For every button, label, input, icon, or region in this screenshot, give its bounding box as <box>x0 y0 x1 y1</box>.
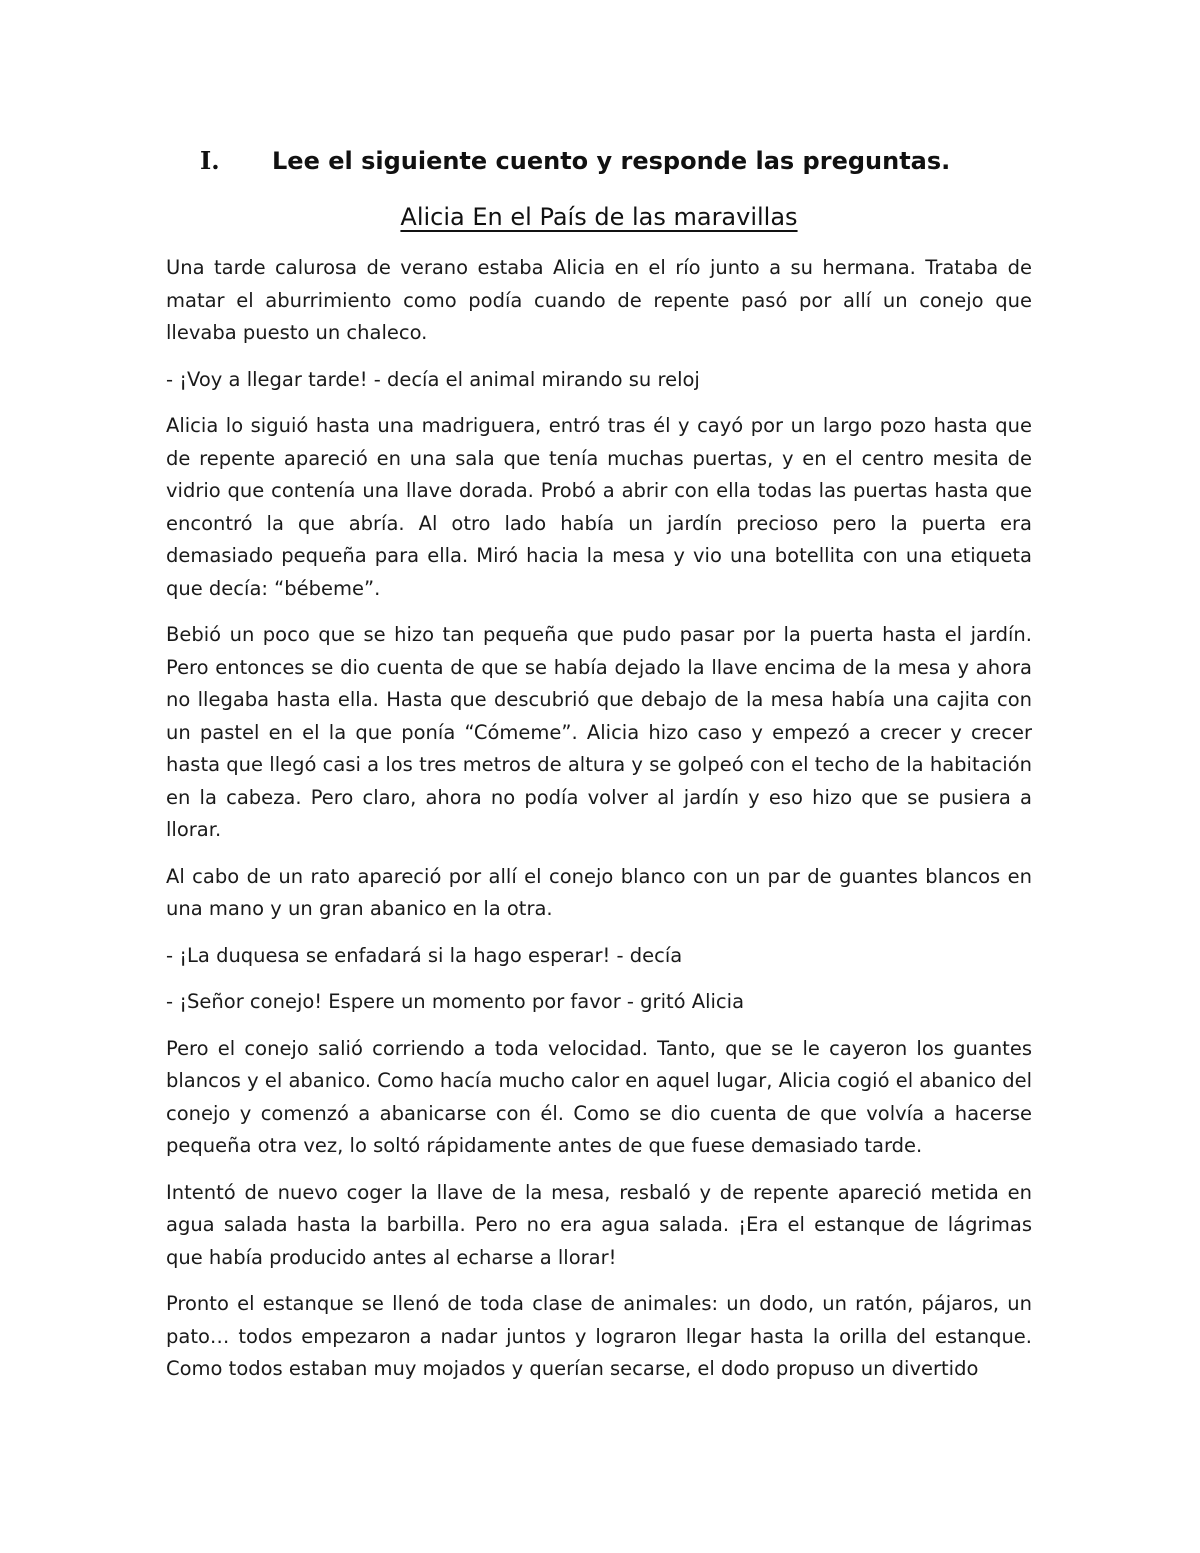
section-heading <box>200 141 950 181</box>
section-instruction: Lee el siguiente cuento y responde las preguntas. <box>272 147 951 175</box>
story-dialog-line: - ¡La duquesa se enfadará si la hago esperar! - decía <box>166 943 683 967</box>
story-paragraph: Pero el conejo salió corriendo a toda velocidad. Tanto, que se le cayeron los guantes blancos y el abanico. Como hacía mucho calor en aquel lugar, Alicia cogió el abanico del conejo y comenzó a abanicarse con él. Como se dio cuenta de que volvía a hacerse pequeña otra vez, lo soltó rápidamente antes de que fuese demasiado tarde. <box>166 1036 1033 1157</box>
story-title: Alicia En el País de las maravillas <box>400 203 798 231</box>
story-paragraph: Bebió un poco que se hizo tan pequeña que pudo pasar por la puerta hasta el jardín. Pero entonces se dio cuenta de que se había dejado la llave encima de la mesa y ahora no llegaba hasta ella. Hasta que descubrió que debajo de la mesa había una cajita con un pastel en el la que ponía “Cómeme”. Alicia hizo caso y empezó a crecer y crecer hasta que llegó casi a los tres metros de altura y se golpeó con el techo de la habitación en la cabeza. Pero claro, ahora no podía volver al jardín y eso hizo que se pusiera a llorar. <box>166 623 1032 841</box>
story-paragraph: Pronto el estanque se llenó de toda clase de animales: un dodo, un ratón, pájaros, un pato… todos empezaron a nadar juntos y lograron llegar hasta la orilla del estanque. Como todos estaban muy mojados y querían secarse, el dodo propuso un divertido <box>166 1292 1032 1380</box>
section-number: I. <box>200 146 220 175</box>
story-paragraph: Intentó de nuevo coger la llave de la mesa, resbaló y de repente apareció metida en agua salada hasta la barbilla. Pero no era agua salada. ¡Era el estanque de lágrimas que había producido antes al echarse a llorar! <box>166 1180 1032 1269</box>
story-paragraph: Una tarde calurosa de verano estaba Alicia en el río junto a su hermana. Trataba de matar el aburrimiento como podía cuando de repente pasó por allí un conejo que llevaba puesto un chaleco. <box>166 256 1032 344</box>
story-paragraph: Al cabo de un rato apareció por allí el conejo blanco con un par de guantes blancos en una mano y un gran abanico en la otra. <box>166 864 1032 920</box>
story-dialog-line: - ¡Voy a llegar tarde! - decía el animal mirando su reloj <box>166 367 700 391</box>
story-body <box>166 252 1032 1400</box>
story-paragraph: Alicia lo siguió hasta una madriguera, entró tras él y cayó por un largo pozo hasta que de repente apareció en una sala que tenía muchas puertas, y en el centro mesita de vidrio que contenía una llave dorada. Probó a abrir con ella todas las puertas hasta que encontró la que abría. Al otro lado había un jardín precioso pero la puerta era demasiado pequeña para ella. Miró hacia la mesa y vio una botellita con una etiqueta que decía: “bébeme”. <box>166 414 1032 600</box>
story-dialog-line: - ¡Señor conejo! Espere un momento por favor - gritó Alicia <box>166 990 745 1013</box>
